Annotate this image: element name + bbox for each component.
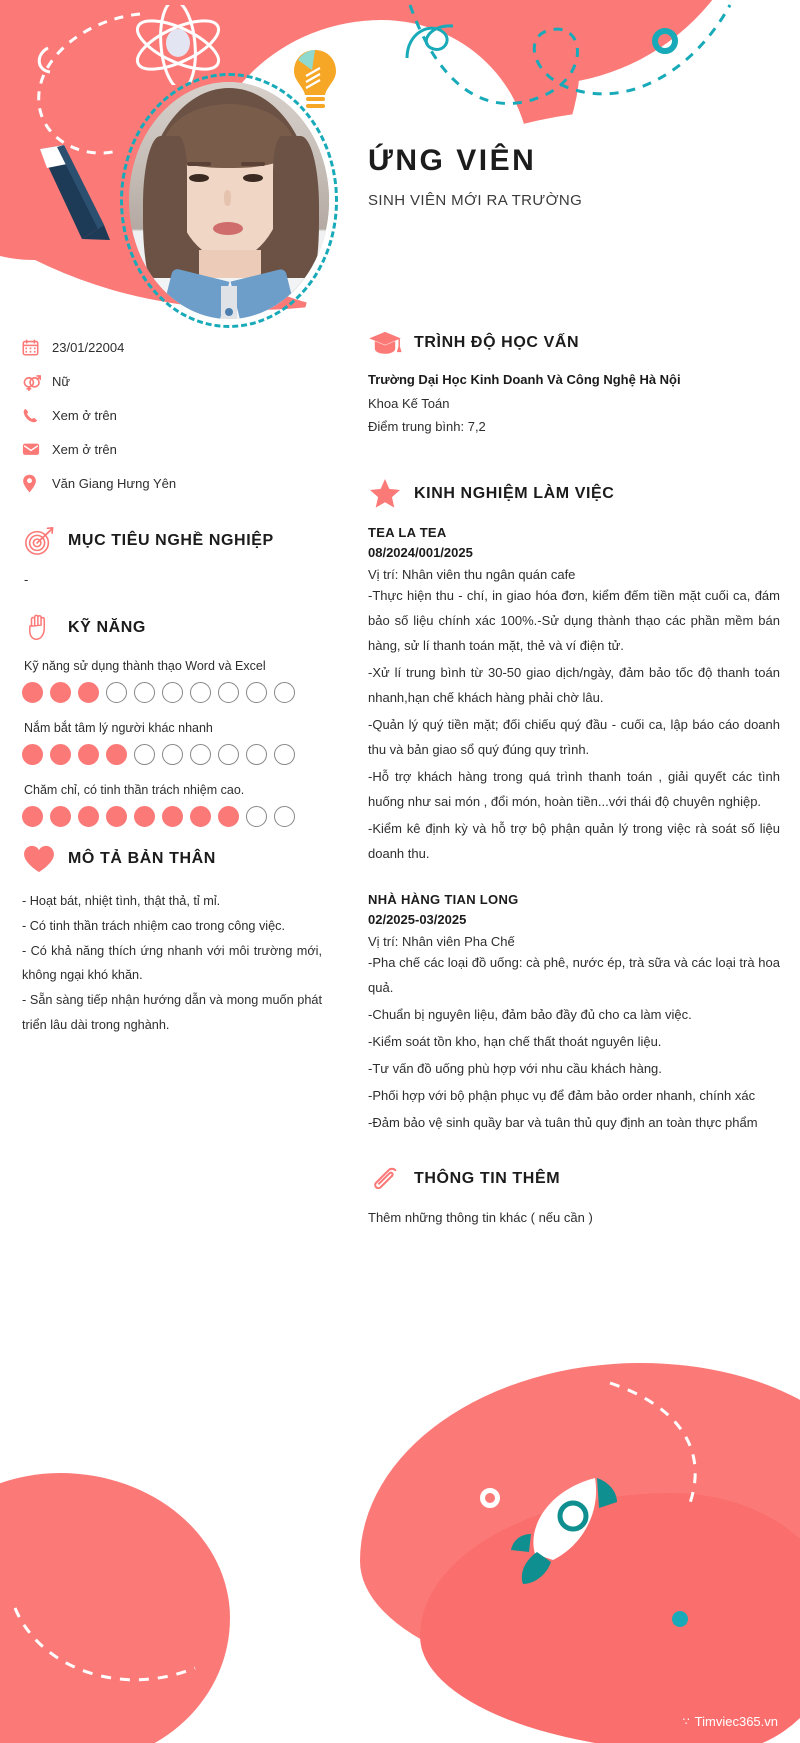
job-date: 02/2025-03/2025 bbox=[368, 912, 467, 928]
avatar-photo bbox=[129, 82, 329, 319]
contact-item-address bbox=[22, 466, 322, 500]
contact-item-email bbox=[22, 432, 322, 466]
avatar bbox=[120, 73, 338, 328]
calendar-icon bbox=[22, 339, 52, 356]
education-school: Trường Dại Học Kinh Doanh Và Công Nghệ Hà Nội bbox=[368, 372, 681, 387]
contact-value: Văn Giang Hưng Yên bbox=[52, 475, 177, 491]
rating-dot[interactable] bbox=[162, 682, 183, 703]
name-block bbox=[368, 144, 582, 209]
skill-label: Nắm bắt tâm lý người khác nhanh bbox=[24, 721, 213, 735]
about-line: - Hoạt bát, nhiệt tình, thật thả, tỉ mỉ. bbox=[22, 894, 221, 908]
section-header-skills bbox=[22, 613, 322, 643]
job-company: TEA LA TEA bbox=[368, 525, 447, 540]
section-header-additional bbox=[368, 1164, 780, 1194]
target-icon bbox=[22, 526, 56, 556]
email-icon bbox=[22, 440, 52, 458]
footer-dashed-decor-left bbox=[10, 1548, 240, 1698]
job-position: Vị trí: Nhân viên thu ngân quán cafe bbox=[368, 567, 576, 582]
rating-dot[interactable] bbox=[106, 744, 127, 765]
rocket-icon bbox=[505, 1468, 635, 1588]
rating-dot[interactable] bbox=[246, 744, 267, 765]
phone-icon bbox=[22, 407, 52, 424]
experience-job bbox=[368, 892, 780, 1136]
rating-dot[interactable] bbox=[190, 744, 211, 765]
rating-dot[interactable] bbox=[50, 682, 71, 703]
gender-icon bbox=[22, 372, 52, 391]
rating-dot[interactable] bbox=[218, 744, 239, 765]
job-bullet: -Kiểm kê định kỳ và hỗ trợ bộ phận quản lý trong việc rà soát số liệu doanh thu. bbox=[368, 820, 780, 861]
education-gpa: Điểm trung bình: 7,2 bbox=[368, 419, 486, 434]
section-title: TRÌNH ĐỘ HỌC VẤN bbox=[414, 334, 580, 351]
about-text bbox=[22, 889, 322, 1038]
brand-name: Timviec365.vn bbox=[694, 1714, 778, 1729]
rating-dot[interactable] bbox=[106, 806, 127, 827]
section-header-experience bbox=[368, 478, 780, 509]
section-title: KINH NGHIỆM LÀM VIỆC bbox=[414, 484, 615, 502]
heart-icon bbox=[22, 845, 56, 873]
star-icon bbox=[368, 478, 402, 509]
rating-dot[interactable] bbox=[78, 744, 99, 765]
section-title: THÔNG TIN THÊM bbox=[414, 1170, 561, 1188]
job-position: Vị trí: Nhân viên Pha Chế bbox=[368, 934, 515, 950]
rating-dot[interactable] bbox=[246, 682, 267, 703]
location-pin-icon bbox=[22, 474, 52, 493]
job-bullet: -Chuẩn bị nguyên liệu, đảm bảo đầy đủ cho ca làm việc. bbox=[368, 1007, 692, 1023]
skill-rating[interactable] bbox=[22, 806, 322, 827]
contact-list bbox=[22, 330, 322, 500]
rating-dot[interactable] bbox=[218, 806, 239, 827]
job-date: 08/2024/001/2025 bbox=[368, 545, 473, 560]
job-bullet: -Xử lí trung bình từ 30-50 giao dịch/ngày, đảm bảo tốc độ thanh toán nhanh,hạn chế khách hàng phải chờ lâu. bbox=[368, 664, 780, 705]
rating-dot[interactable] bbox=[134, 806, 155, 827]
job-bullet: -Kiểm soát tồn kho, hạn chế thất thoát nguyên liệu. bbox=[368, 1034, 662, 1050]
skill-label: Chăm chỉ, có tinh thần trách nhiệm cao. bbox=[24, 783, 245, 797]
contact-value: 23/01/22004 bbox=[52, 339, 125, 355]
skill-rating[interactable] bbox=[22, 682, 322, 703]
rating-dot[interactable] bbox=[218, 682, 239, 703]
skills-list bbox=[22, 659, 322, 827]
cv-header bbox=[0, 0, 800, 330]
contact-item-birthdate bbox=[22, 330, 322, 364]
rating-dot[interactable] bbox=[134, 682, 155, 703]
rating-dot[interactable] bbox=[22, 806, 43, 827]
job-bullet: -Quản lý quý tiền mặt; đối chiếu quý đầu - cuối ca, lập báo cáo doanh thu và bản giao sổ quý đúng quy trình. bbox=[368, 716, 780, 757]
career-objective-text: - bbox=[24, 572, 29, 587]
skill-item bbox=[22, 783, 322, 827]
rating-dot[interactable] bbox=[134, 744, 155, 765]
section-title: MỤC TIÊU NGHỀ NGHIỆP bbox=[68, 532, 274, 549]
candidate-role: SINH VIÊN MỚI RA TRƯỜNG bbox=[368, 192, 583, 209]
education-faculty: Khoa Kế Toán bbox=[368, 396, 450, 411]
about-line: - Có khả năng thích ứng nhanh với môi trường mới, không ngại khó khăn. bbox=[22, 943, 322, 983]
job-bullet: -Tư vấn đồ uống phù hợp với nhu cầu khách hàng. bbox=[368, 1061, 662, 1077]
rating-dot[interactable] bbox=[106, 682, 127, 703]
job-bullet: -Pha chế các loại đồ uống: cà phê, nước ép, trà sữa và các loại trà hoa quả. bbox=[368, 955, 780, 996]
graduation-cap-icon bbox=[368, 330, 402, 356]
rating-dot[interactable] bbox=[190, 806, 211, 827]
candidate-name: ỨNG VIÊN bbox=[368, 144, 537, 177]
rating-dot[interactable] bbox=[78, 806, 99, 827]
about-line: - Sẵn sàng tiếp nhận hướng dẫn và mong muốn phát triển lâu dài trong nghành. bbox=[22, 993, 322, 1032]
teal-dot-icon bbox=[672, 1611, 688, 1627]
section-header-education bbox=[368, 330, 780, 356]
job-bullet: -Hỗ trợ khách hàng trong quá trình thanh toán , giải quyết các tình huống như sai món , đổi món, hoàn tiền...với thái độ chuyên nghiệp. bbox=[368, 768, 780, 809]
hand-icon bbox=[22, 613, 56, 643]
section-title: MÔ TẢ BẢN THÂN bbox=[68, 850, 216, 867]
experience-job bbox=[368, 525, 780, 866]
rating-dot[interactable] bbox=[274, 682, 295, 703]
contact-value: Xem ở trên bbox=[52, 441, 117, 457]
right-column bbox=[368, 330, 780, 1225]
job-bullet: -Đảm bảo vệ sinh quầy bar và tuân thủ quy định an toàn thực phẩm bbox=[368, 1115, 758, 1131]
rating-dot[interactable] bbox=[190, 682, 211, 703]
contact-value: Nữ bbox=[52, 373, 71, 389]
job-bullet: -Phối hợp với bộ phận phục vụ để đảm bảo order nhanh, chính xác bbox=[368, 1088, 756, 1104]
section-header-about bbox=[22, 845, 322, 873]
brand-watermark bbox=[683, 1714, 778, 1729]
rating-dot[interactable] bbox=[274, 806, 295, 827]
paperclip-icon bbox=[368, 1164, 402, 1194]
contact-value: Xem ở trên bbox=[52, 407, 117, 423]
job-company: NHÀ HÀNG TIAN LONG bbox=[368, 892, 519, 908]
additional-text: Thêm những thông tin khác ( nếu cần ) bbox=[368, 1210, 593, 1226]
about-line: - Có tinh thần trách nhiệm cao trong công việc. bbox=[22, 918, 286, 933]
rating-dot[interactable] bbox=[22, 744, 43, 765]
cv-footer bbox=[0, 1343, 800, 1743]
rating-dot[interactable] bbox=[162, 744, 183, 765]
skill-item bbox=[22, 659, 322, 703]
section-title: KỸ NĂNG bbox=[68, 619, 146, 636]
white-ring-icon bbox=[480, 1488, 500, 1508]
education-entry bbox=[368, 372, 780, 434]
rating-dot[interactable] bbox=[162, 806, 183, 827]
skill-rating[interactable] bbox=[22, 744, 322, 765]
rating-dot[interactable] bbox=[246, 806, 267, 827]
section-header-career-objective bbox=[22, 526, 322, 556]
rating-dot[interactable] bbox=[50, 744, 71, 765]
job-bullet: -Thực hiện thu - chí, in giao hóa đơn, kiểm đếm tiền mặt cuối ca, đám bảo số liệu chính xác 100%.-Sử dụng thành thạo các phần mềm bán hàng, sử lí thanh toán mặt, thẻ và ví điện tử. bbox=[368, 588, 780, 653]
squiggle-decor bbox=[403, 18, 463, 68]
skill-label: Kỹ năng sử dụng thành thạo Word và Excel bbox=[24, 659, 266, 673]
rating-dot[interactable] bbox=[78, 682, 99, 703]
brand-prefix: ∵ bbox=[682, 1716, 689, 1728]
rating-dot[interactable] bbox=[22, 682, 43, 703]
skill-item bbox=[22, 721, 322, 765]
contact-item-phone bbox=[22, 398, 322, 432]
rating-dot[interactable] bbox=[274, 744, 295, 765]
contact-item-gender bbox=[22, 364, 322, 398]
left-column bbox=[22, 330, 322, 1038]
rating-dot[interactable] bbox=[50, 806, 71, 827]
